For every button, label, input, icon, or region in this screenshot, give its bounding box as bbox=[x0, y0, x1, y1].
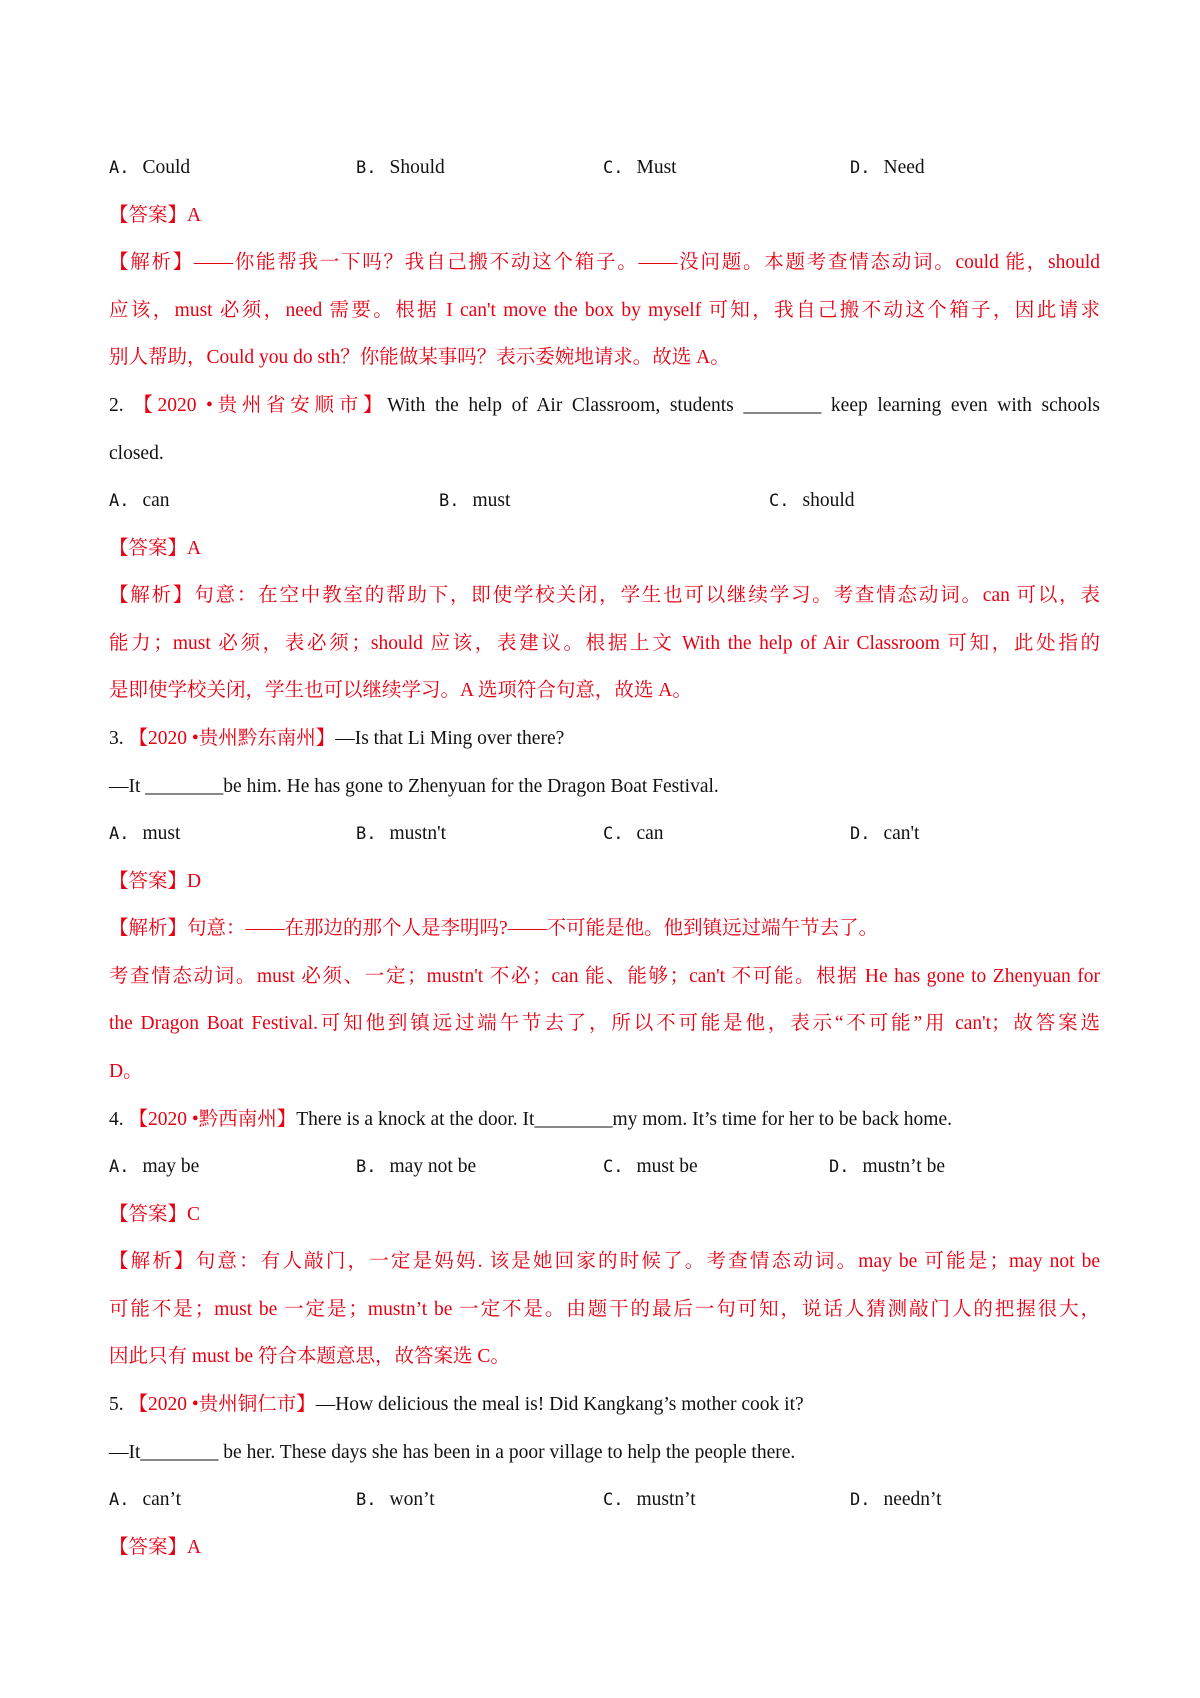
q5-option-c: C. mustn’t bbox=[603, 1489, 696, 1510]
q5-stem-line-2: —It________ be her. These days she has been in a poor village to help the people there. bbox=[109, 1442, 796, 1463]
q4-option-d: D. mustn’t be bbox=[829, 1156, 945, 1177]
q1-analysis-line-3: 别人帮助，Could you do sth？你能做某事吗？表示委婉地请求。故选 A。 bbox=[109, 347, 730, 368]
q5-option-d: D. needn’t bbox=[850, 1489, 942, 1510]
q3-stem-line-1: 3. 【2020 •贵州黔东南州】—Is that Li Ming over there? bbox=[109, 728, 565, 749]
q2-analysis-line-3: 是即使学校关闭，学生也可以继续学习。A 选项符合句意，故选 A。 bbox=[109, 680, 692, 701]
q4-source: 【2020 •黔西南州】 bbox=[128, 1109, 297, 1130]
q2-stem-line-2: closed. bbox=[109, 443, 164, 464]
q2-stem-line-1: 2. 【2020 •贵州省安顺市】With the help of Air Classroom, students ________ keep learning even with schools bbox=[109, 395, 1101, 416]
q5-stem-line-1: 5. 【2020 •贵州铜仁市】—How delicious the meal is! Did Kangkang’s mother cook it? bbox=[109, 1394, 804, 1415]
q1-option-c: C. Must bbox=[603, 157, 677, 178]
q3-stem-line-2: —It ________be him. He has gone to Zhenyuan for the Dragon Boat Festival. bbox=[109, 776, 719, 797]
q5-option-a: A. can’t bbox=[109, 1489, 182, 1510]
q4-stem-line-1: 4. 【2020 •黔西南州】There is a knock at the door. It________my mom. It’s time for her to be back home. bbox=[109, 1109, 953, 1130]
q3-answer: 【答案】D bbox=[109, 871, 202, 892]
q1-analysis-line-2: 应该，must 必须，need 需要。根据 I can't move the box by myself 可知，我自己搬不动这个箱子，因此请求 bbox=[109, 300, 1100, 321]
q4-option-c: C. must be bbox=[603, 1156, 698, 1177]
q3-option-c: C. can bbox=[603, 823, 664, 844]
q1-answer: 【答案】A bbox=[109, 205, 202, 226]
q4-option-a: A. may be bbox=[109, 1156, 200, 1177]
q5-option-b: B. won’t bbox=[356, 1489, 435, 1510]
q2-option-b: B. must bbox=[439, 490, 511, 511]
q2-option-a: A. can bbox=[109, 490, 170, 511]
q5-answer: 【答案】A bbox=[109, 1537, 202, 1558]
q2-answer: 【答案】A bbox=[109, 538, 202, 559]
q5-source: 【2020 •贵州铜仁市】 bbox=[128, 1394, 316, 1415]
q1-analysis-line-1: 【解析】——你能帮我一下吗？我自己搬不动这个箱子。——没问题。本题考查情态动词。could 能，should bbox=[109, 252, 1100, 273]
q3-analysis-line-2: 考查情态动词。must 必须、一定；mustn't 不必；can 能、能够；can't 不可能。根据 He has gone to Zhenyuan for bbox=[109, 966, 1100, 987]
q3-option-a: A. must bbox=[109, 823, 181, 844]
q2-option-c: C. should bbox=[769, 490, 855, 511]
q3-analysis-line-4: D。 bbox=[109, 1061, 143, 1082]
q4-analysis-line-1: 【解析】句意：有人敲门，一定是妈妈. 该是她回家的时候了。考查情态动词。may be 可能是；may not be bbox=[109, 1251, 1100, 1272]
q2-source: 【2020 •贵州省安顺市】 bbox=[133, 395, 388, 416]
q4-option-b: B. may not be bbox=[356, 1156, 477, 1177]
q3-source: 【2020 •贵州黔东南州】 bbox=[128, 728, 336, 749]
q3-option-b: B. mustn't bbox=[356, 823, 447, 844]
q1-option-b: B. Should bbox=[356, 157, 445, 178]
q4-analysis-line-3: 因此只有 must be 符合本题意思，故答案选 C。 bbox=[109, 1346, 510, 1367]
q3-analysis-line-3: the Dragon Boat Festival.可知他到镇远过端午节去了，所以不可能是他，表示“不可能”用 can't；故答案选 bbox=[109, 1013, 1100, 1034]
q2-analysis-line-1: 【解析】句意：在空中教室的帮助下，即使学校关闭，学生也可以继续学习。考查情态动词。can 可以，表 bbox=[109, 585, 1100, 606]
q4-analysis-line-2: 可能不是；must be 一定是；mustn’t be 一定不是。由题干的最后一句可知，说话人猜测敲门人的把握很大， bbox=[109, 1299, 1100, 1320]
q1-option-a: A. Could bbox=[109, 157, 191, 178]
q1-option-d: D. Need bbox=[850, 157, 925, 178]
q4-answer: 【答案】C bbox=[109, 1204, 201, 1225]
q3-option-d: D. can't bbox=[850, 823, 920, 844]
q2-analysis-line-2: 能力；must 必须，表必须；should 应该，表建议。根据上文 With the help of Air Classroom 可知，此处指的 bbox=[109, 633, 1100, 654]
q3-analysis-line-1: 【解析】句意：——在那边的那个人是李明吗?——不可能是他。他到镇远过端午节去了。 bbox=[109, 918, 879, 939]
